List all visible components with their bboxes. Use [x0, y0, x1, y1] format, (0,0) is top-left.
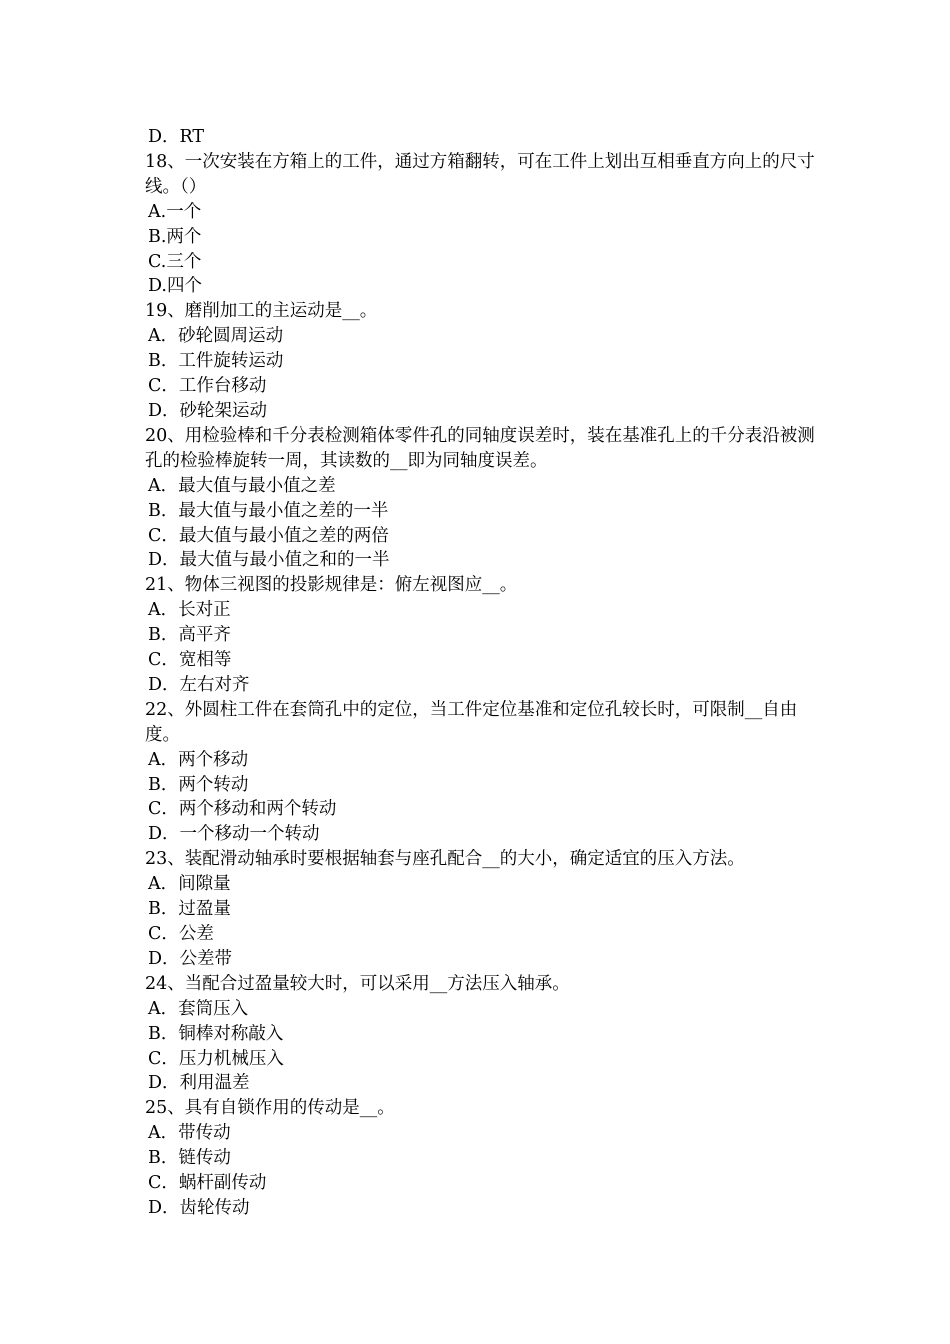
option-line: A．两个移动: [148, 749, 249, 770]
option-line: D．一个移动一个转动: [148, 824, 320, 845]
option-line: A．套筒压入: [148, 998, 249, 1019]
option-line: D．砂轮架运动: [148, 400, 268, 421]
option-line: A．砂轮圆周运动: [148, 326, 284, 347]
question-text: 21、物体三视图的投影规律是：俯左视图应__。: [145, 575, 518, 596]
option-line: C．工作台移动: [148, 376, 267, 397]
option-line: C．宽相等: [148, 650, 232, 671]
question-text: 22、外圆柱工件在套筒孔中的定位，当工件定位基准和定位孔较长时，可限制__自由度。: [145, 699, 798, 745]
option-line: C．蜗杆副传动: [148, 1173, 267, 1194]
question-text: 25、具有自锁作用的传动是__。: [145, 1098, 395, 1119]
option-line: D．RT: [148, 127, 205, 147]
option-line: C．公差: [148, 924, 214, 944]
document-page: [145, 125, 815, 1221]
option-line: B．两个转动: [148, 774, 249, 795]
question-text: 19、磨削加工的主运动是__。: [145, 301, 378, 322]
option-line: B.两个: [148, 226, 202, 247]
option-line: D．利用温差: [148, 1073, 250, 1094]
option-line: D．齿轮传动: [148, 1197, 250, 1218]
option-line: C．最大值与最小值之差的两倍: [148, 525, 389, 546]
option-line: C．压力机械压入: [148, 1048, 284, 1069]
option-line: C．两个移动和两个转动: [148, 799, 337, 820]
option-line: A．长对正: [148, 600, 231, 621]
option-line: C.三个: [148, 251, 202, 272]
option-line: A.一个: [148, 201, 202, 222]
option-line: A．最大值与最小值之差: [148, 475, 336, 496]
option-line: B．链传动: [148, 1148, 231, 1169]
option-line: B．最大值与最小值之差的一半: [148, 500, 389, 521]
question-text: 18、一次安装在方箱上的工件，通过方箱翻转，可在工件上划出互相垂直方向上的尺寸线。（）: [145, 151, 815, 197]
question-text: 24、当配合过盈量较大时，可以采用__方法压入轴承。: [145, 973, 570, 994]
question-text: 20、用检验棒和千分表检测箱体零件孔的同轴度误差时，装在基准孔上的千分表沿被测孔的检验棒旋转一周，其读数的__即为同轴度误差。: [145, 425, 815, 471]
option-line: B．过盈量: [148, 899, 231, 920]
option-line: A．间隙量: [148, 874, 231, 895]
option-line: A．带传动: [148, 1123, 231, 1144]
option-line: B．高平齐: [148, 625, 231, 646]
option-line: D.四个: [148, 276, 202, 297]
option-line: B．工件旋转运动: [148, 351, 284, 372]
option-line: D．最大值与最小值之和的一半: [148, 550, 390, 571]
option-line: D．公差带: [148, 948, 233, 969]
option-line: D．左右对齐: [148, 674, 250, 695]
question-text: 23、装配滑动轴承时要根据轴套与座孔配合__的大小，确定适宜的压入方法。: [145, 849, 745, 870]
option-line: B．铜棒对称敲入: [148, 1023, 284, 1044]
